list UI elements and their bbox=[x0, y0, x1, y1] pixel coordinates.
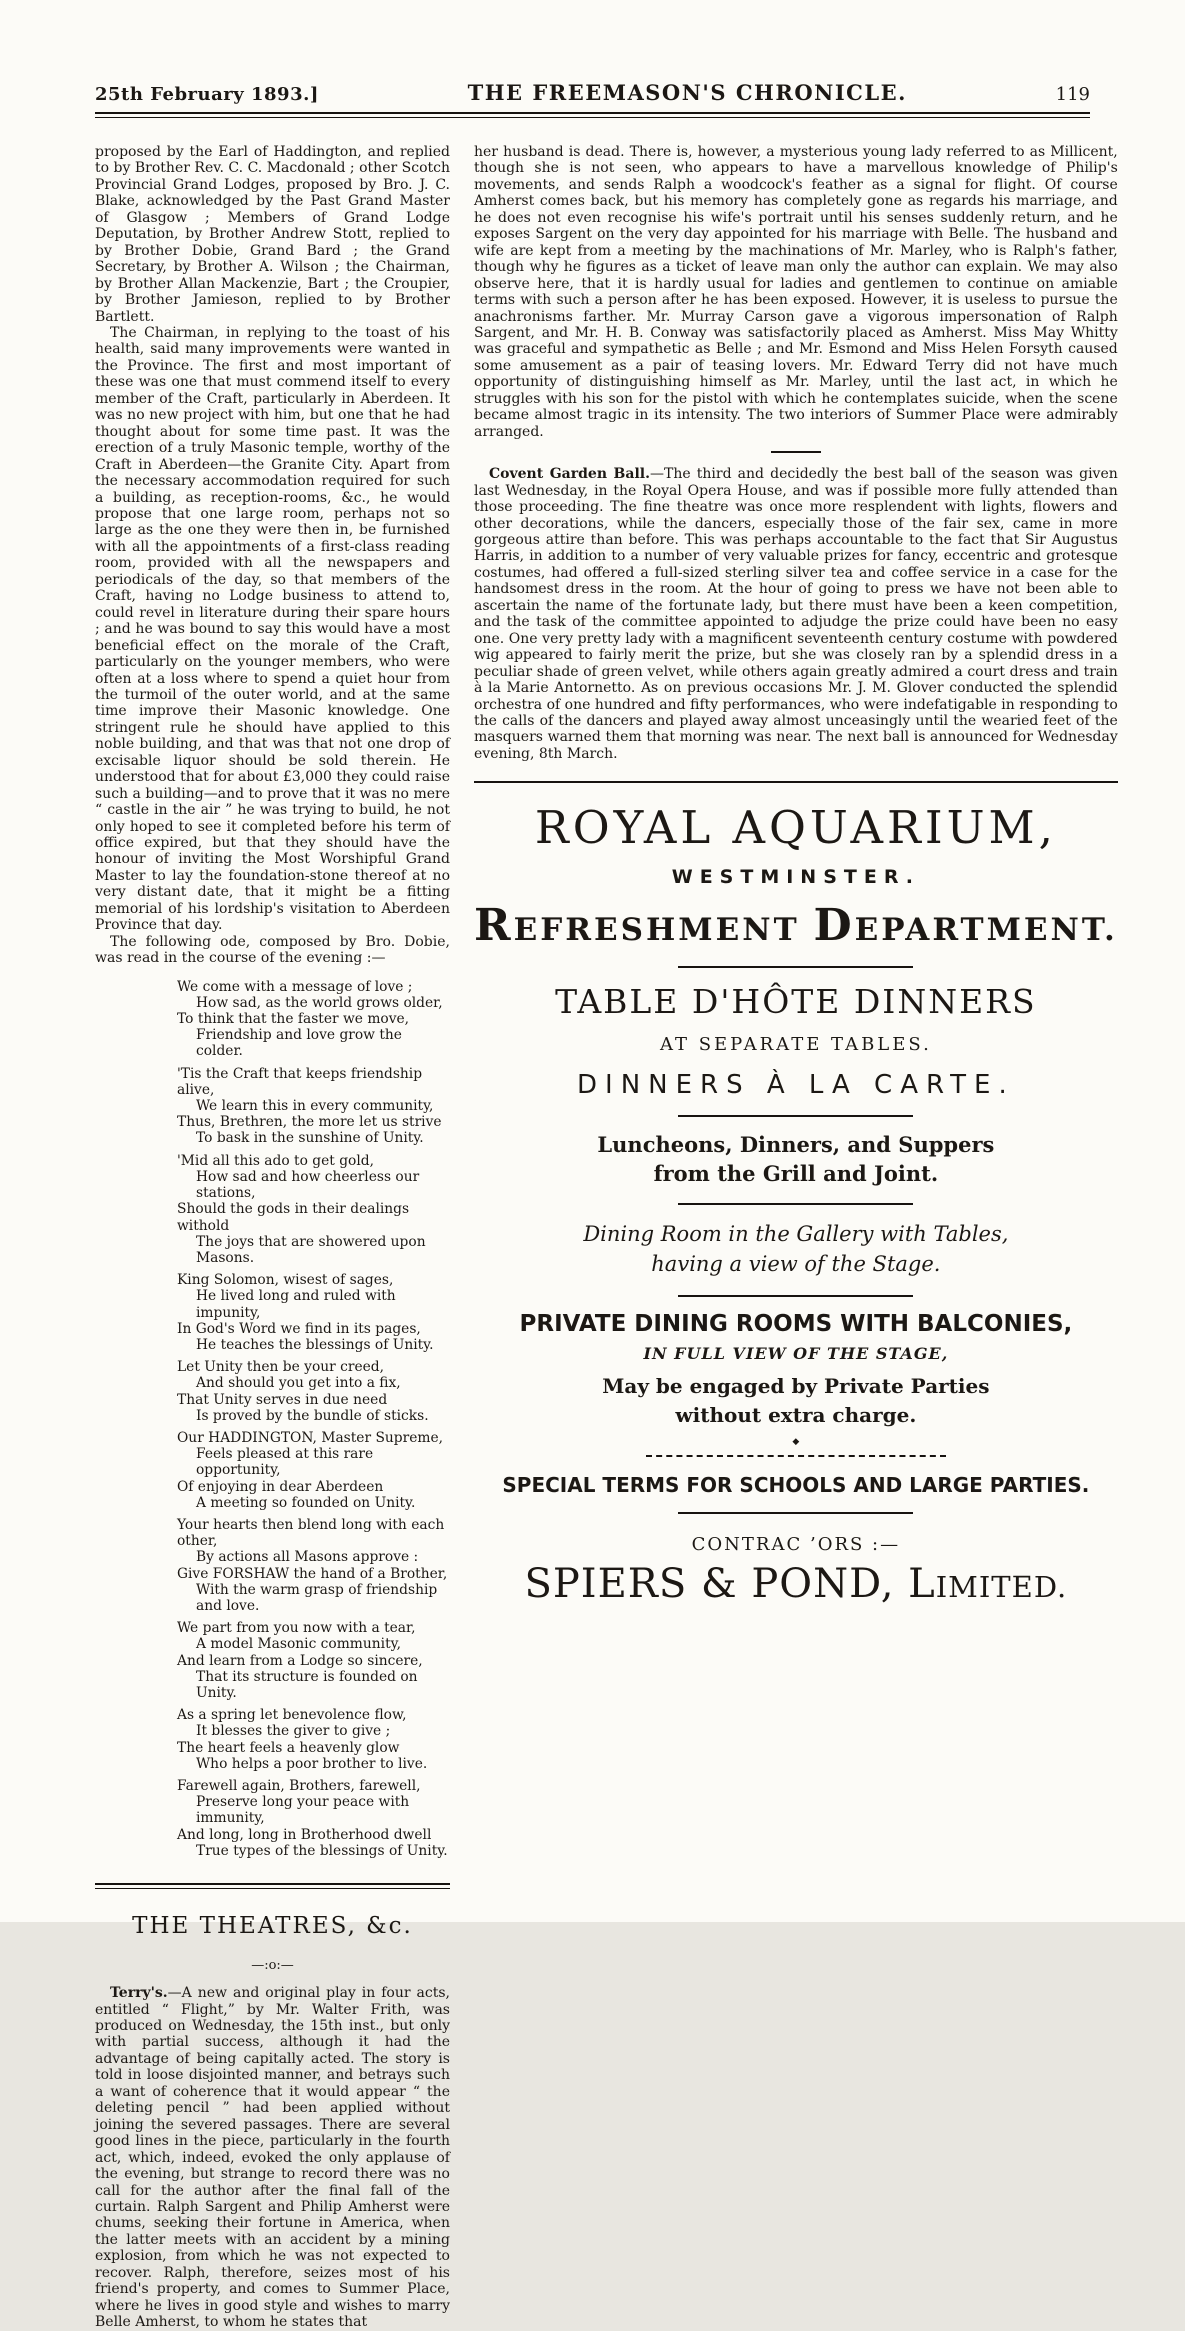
contractor-name-limited-rest: IMITED. bbox=[935, 1569, 1068, 1604]
terrys-review-paragraph bbox=[95, 1985, 450, 2331]
ode-line: King Solomon, wisest of sages, bbox=[177, 1272, 394, 1289]
ode-line: A meeting so founded on Unity. bbox=[196, 1494, 416, 1511]
covent-garden-lead-in: Covent Garden Ball. bbox=[489, 466, 650, 483]
ode-line: The joys that are showered upon Masons. bbox=[196, 1233, 426, 1266]
ode-line: To bask in the sunshine of Unity. bbox=[196, 1130, 424, 1147]
advert-top-rule bbox=[474, 781, 1118, 783]
advert-luncheons-line: Luncheons, Dinners, and Suppers from the Grill and Joint. bbox=[597, 1132, 995, 1186]
ode-line: Give FORSHAW the hand of a Brother, bbox=[177, 1565, 448, 1582]
ode-line: Friendship and love grow the colder. bbox=[196, 1027, 402, 1060]
advert-department-line bbox=[474, 900, 1118, 951]
advert-dashed-rule bbox=[646, 1455, 946, 1457]
section-rule bbox=[95, 1883, 450, 1889]
advert-private-rooms-line: PRIVATE DINING ROOMS WITH BALCONIES, bbox=[519, 1310, 1073, 1337]
ode-line: And long, long in Brotherhood dwell bbox=[177, 1826, 432, 1843]
advert-contractors-label: CONTRAC ’ORS :— bbox=[691, 1533, 901, 1555]
ode-line: We learn this in every community, bbox=[196, 1098, 434, 1115]
ode-line: That Unity serves in due need bbox=[177, 1391, 388, 1408]
newspaper-title: THE FREEMASON'S CHRONICLE. bbox=[467, 80, 907, 105]
ode-stanza bbox=[177, 1359, 450, 1424]
ode-line: We part from you now with a tear, bbox=[177, 1620, 416, 1637]
ode-line: Thus, Brethren, the more let us strive bbox=[177, 1114, 442, 1131]
advert-table-dhote-line: TABLE D'HÔTE DINNERS bbox=[555, 982, 1037, 1022]
covent-garden-body: —The third and decidedly the best ball of the season was given last Wednesday, in the Royal Opera House, and was if possible more fully attended than those proceeding. The fine theatre was once more resplendent with lights, flowers and other decorations, while the dancers, especially those of the fair sex, came in more gorgeous attire than before. This was perhaps accountable to the fact that Sir Augustus Harris, in addition to a number of very valuable prizes for fancy, eccentric and grotesque costumes, had offered a full-sized sterling silver tea and coffee service in a case for the handsomest dress in the room. At the hour of going to press we have not been able to ascertain the name of the fortunate lady, but there must have been a keen competition, and the task of the committee appointed to adjudge the prize could have been no easy one. One very pretty lady with a magnificent seventeenth century costume with powdered wig appeared to fairly merit the prize, but she was closely ran by a splendid dress in a peculiar shade of green velvet, while others again greatly admired a court dress and train à la Marie Antornetto. As on previous occasions Mr. J. M. Glover conducted the splendid orchestra of one hundred and fifty performances, who were indefatigable in responding to the calls of the dancers and played away almost unceasingly until the wearied feet of the masquers warned them that morning was near. The next ball is announced for Wednesday evening, 8th March. bbox=[474, 466, 1118, 762]
ode-stanza bbox=[177, 1620, 450, 1701]
ode-line: Let Unity then be your creed, bbox=[177, 1359, 384, 1376]
masthead bbox=[95, 80, 1090, 105]
ode-stanza bbox=[177, 1778, 450, 1859]
advert-venue-location: WESTMINSTER. bbox=[671, 866, 921, 889]
advert-rule bbox=[678, 1203, 913, 1205]
contractor-name-main: SPIERS & POND, bbox=[524, 1560, 909, 1607]
royal-aquarium-advert bbox=[474, 801, 1118, 1607]
advert-venue-name: ROYAL AQUARIUM, bbox=[534, 801, 1057, 855]
ode-line: To think that the faster we move, bbox=[177, 1011, 410, 1028]
advert-full-view-line: IN FULL VIEW OF THE STAGE, bbox=[643, 1343, 949, 1363]
ode-line: Farewell again, Brothers, farewell, bbox=[177, 1778, 421, 1794]
short-dash-divider bbox=[771, 451, 821, 453]
advert-rule bbox=[678, 1295, 913, 1297]
ode-stanza bbox=[177, 1430, 450, 1511]
ode-line: He teaches the blessings of Unity. bbox=[196, 1336, 434, 1353]
ode-intro-paragraph: The following ode, composed by Bro. Dobie, was read in the course of the evening :— bbox=[95, 933, 450, 967]
ode-line: Your hearts then blend long with each other, bbox=[177, 1516, 445, 1550]
ode-line: Of enjoying in dear Aberdeen bbox=[177, 1478, 384, 1495]
ode-line: As a spring let benevolence flow, bbox=[177, 1707, 407, 1724]
advert-special-terms-line: SPECIAL TERMS FOR SCHOOLS AND LARGE PARTIES. bbox=[502, 1472, 1090, 1497]
ode-stanza bbox=[177, 1517, 450, 1614]
ode-line: A model Masonic community, bbox=[196, 1636, 401, 1653]
advert-rule bbox=[678, 1512, 913, 1514]
theatres-section-heading: THE THEATRES, &c. bbox=[132, 1913, 413, 1940]
ode-line: Who helps a poor brother to live. bbox=[196, 1755, 428, 1772]
contractor-name-limited-initial: L bbox=[908, 1560, 936, 1607]
ode-line: 'Tis the Craft that keeps friendship alive, bbox=[177, 1065, 423, 1098]
department-initial-r: R bbox=[474, 900, 514, 952]
flight-review-continuation: her husband is dead. There is, however, a mysterious young lady referred to as Millicent, though she is not seen, who appears to have a marvellous knowledge of Philip's movements, and sends Ralph a woodcock's feather as a signal for flight. Of course Amherst comes back, but his memory has completely gone as regards his marriage, and he does not even recognise his wife's portrait until his senses suddenly return, and he exposes Sargent on the very day appointed for his marriage with Belle. The husband and wife are kept from a meeting by the machinations of Mr. Marley, who is Ralph's father, though why he figures as a ticket of leave man only the author can explain. We may also observe here, that it is hardly usual for ladies and gentlemen to continue on amiable terms with such a person after he has been exposed. However, it is useless to pursue the anachronisms farther. Mr. Murray Carson gave a vigorous impersonation of Ralph Sargent, and Mr. H. B. Conway was satisfactorily placed as Amherst. Miss May Whitty was graceful and sympathetic as Belle ; and Mr. Esmond and Miss Helen Forsyth caused some amusement as a pair of teasing lovers. Mr. Edward Terry did not have much opportunity of distinguishing himself as Mr. Marley, until the last act, in which he struggles with his son for the pistol with which he contemplates suicide, when the scene became almost tragic in its intensity. The two interiors of Summer Place were admirably arranged. bbox=[474, 144, 1118, 440]
masthead-rule bbox=[95, 112, 1090, 118]
advert-separate-tables-line: AT SEPARATE TABLES. bbox=[659, 1034, 932, 1056]
ode-line: We come with a message of love ; bbox=[177, 978, 413, 995]
ode-line: True types of the blessings of Unity. bbox=[196, 1842, 448, 1859]
chairman-speech-paragraph: The Chairman, in replying to the toast of his health, said many improvements were wanted in the Province. The first and most important of these was one that must commend itself to every member of the Craft, particularly in Aberdeen. It was no new project with him, but one that he had thought about for some time past. It was the erection of a truly Masonic temple, worthy of the Craft in Aberdeen—the Granite City. Apart from the necessary accommodation required for such a building, as reception-rooms, &c., he would propose that one large room, perhaps not so large as the one they were then in, be furnished with all the appointments of a first-class reading room, provided with all the newspapers and periodicals of the day, so that members of the Craft, having no Lodge business to attend to, could revel in literature during their spare hours ; and he was bound to say this would have a most beneficial effect on the morale of the Craft, particularly on the younger members, who were often at a loss where to spend a quiet hour from the turmoil of the outer world, and at the same time improve their Masonic knowledge. One stringent rule he should have applied to this noble building, and that was that not one drop of excisable liquor should be sold therein. He understood that for about £3,000 they could raise such a building—and to prove that it was no mere “ castle in the air ” he was trying to build, he not only hoped to see it completed before his term of office expired, but that they should have the honour of inviting the Most Worshipful Grand Master to lay the foundation-stone thereof at no very distant date, that it might be a fitting memorial of his lordship's visitation to Aberdeen Province that day. bbox=[95, 324, 450, 934]
ode-line: By actions all Masons approve : bbox=[196, 1549, 419, 1566]
ode-line: Feels pleased at this rare opportunity, bbox=[196, 1446, 374, 1479]
covent-garden-paragraph bbox=[474, 466, 1118, 762]
ode-line: Is proved by the bundle of sticks. bbox=[196, 1407, 429, 1424]
advert-ornament: ◆ bbox=[792, 1436, 800, 1447]
page-content bbox=[95, 144, 1118, 2331]
advert-rule bbox=[678, 1115, 913, 1117]
advert-dining-room-line: Dining Room in the Gallery with Tables, having a view of the Stage. bbox=[583, 1222, 1009, 1277]
ode-line: It blesses the giver to give ; bbox=[196, 1723, 391, 1740]
department-initial-d: D bbox=[813, 900, 855, 952]
left-column bbox=[95, 144, 461, 2331]
ode-line: How sad and how cheerless our stations, bbox=[196, 1168, 420, 1202]
terrys-lead-in: Terry's. bbox=[110, 1985, 168, 2002]
terrys-review-body: —A new and original play in four acts, entitled “ Flight,” by Mr. Walter Frith, was produced on Wednesday, the 15th inst., but only with partial success, although it had the advantage of being capitally acted. The story is told in loose disjointed manner, and betrays such a want of coherence that it would appear “ the deleting pencil ” had been applied without joining the severed passages. There are several good lines in the piece, particularly in the fourth act, which, indeed, evoked the only applause of the evening, but strange to record there was no call for the author after the final fall of the curtain. Ralph Sargent and Philip Amherst were chums, seeking their fortune in America, when the latter meets with an accident by a mining explosion, from which he was not expected to recover. Ralph, therefore, seizes most of his friend's property, and comes to Summer Place, where he lives in good style and wishes to marry Belle Amherst, to whom he states that bbox=[95, 1985, 450, 2331]
ode-stanza bbox=[177, 979, 450, 1060]
issue-date: 25th February 1893.] bbox=[95, 84, 319, 105]
ode-line: Should the gods in their dealings withold bbox=[177, 1201, 410, 1234]
advert-rule bbox=[678, 966, 913, 968]
ode-line: The heart feels a heavenly glow bbox=[177, 1739, 400, 1756]
ode-line: And should you get into a fix, bbox=[196, 1375, 401, 1392]
theatres-ornament-divider: —:o:— bbox=[251, 1958, 294, 1974]
department-text-1: EFRESHMENT bbox=[513, 912, 814, 949]
toast-list-paragraph: proposed by the Earl of Haddington, and replied to by Brother Rev. C. C. Macdonald ; other Scotch Provincial Grand Lodges, proposed by Bro. J. C. Blake, acknowledged by the Past Grand Master of Glasgow ; Members of Grand Lodge Deputation, by Brother Andrew Stott, replied to by Brother Dobie, Grand Bard ; the Grand Secretary, by Brother A. Wilson ; the Chairman, by Brother Allan Mackenzie, Bart ; the Croupier, by Brother Jamieson, replied to by Brother Bartlett. bbox=[95, 144, 450, 325]
ode-stanza bbox=[177, 1272, 450, 1353]
ode-line: And learn from a Lodge so sincere, bbox=[177, 1652, 423, 1669]
department-text-2: EPARTMENT. bbox=[854, 912, 1118, 949]
advert-contractor-name bbox=[474, 1561, 1118, 1607]
right-column bbox=[461, 144, 1118, 2331]
ode-stanza bbox=[177, 1153, 450, 1266]
ode-stanza bbox=[177, 1066, 450, 1147]
ode-stanza bbox=[177, 1707, 450, 1772]
advert-a-la-carte-line: DINNERS À LA CARTE. bbox=[577, 1070, 1015, 1101]
ode-line: In God's Word we find in its pages, bbox=[177, 1320, 421, 1337]
ode-line: How sad, as the world grows older, bbox=[196, 994, 443, 1011]
ode-line: He lived long and ruled with impunity, bbox=[196, 1288, 396, 1321]
ode-line: With the warm grasp of friendship and love. bbox=[196, 1581, 438, 1614]
ode-line: 'Mid all this ado to get gold, bbox=[177, 1152, 374, 1169]
ode-line: Preserve long your peace with immunity, bbox=[196, 1794, 410, 1827]
ode-line: Our HADDINGTON, Master Supreme, bbox=[177, 1429, 444, 1446]
page-number: 119 bbox=[1055, 84, 1090, 105]
ode-poem bbox=[177, 979, 450, 1859]
advert-engaged-line: May be engaged by Private Parties without extra charge. bbox=[602, 1373, 990, 1427]
ode-line: That its structure is founded on Unity. bbox=[196, 1668, 418, 1701]
